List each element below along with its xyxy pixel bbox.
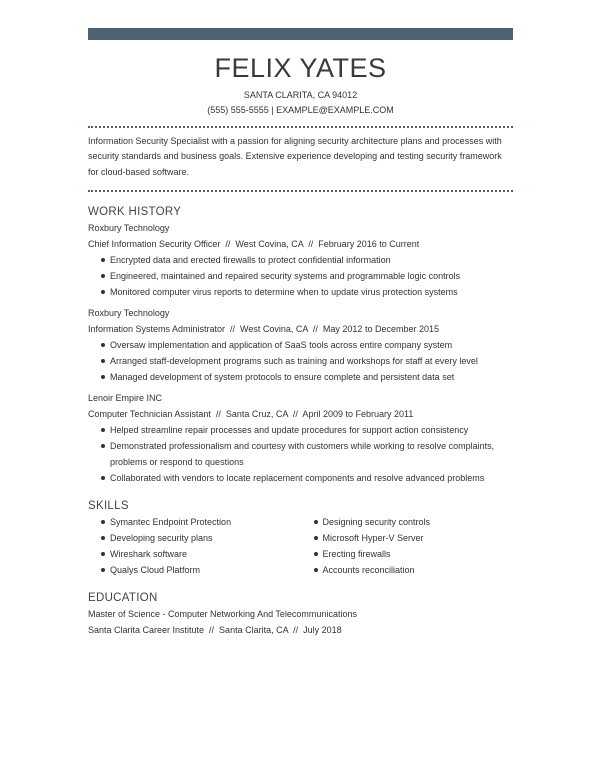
job-bullet: Demonstrated professionalism and courtesy with customers while working to resolve complaints, problems or respond to questions [88,438,513,470]
job-bullet: Arranged staff-development programs such as training and workshops for staff at every level [88,353,513,369]
skill-item: Developing security plans [88,530,301,546]
job-bullet: Encrypted data and erected firewalls to protect confidential information [88,252,513,268]
job-bullet: Managed development of system protocols to ensure complete and persistent data set [88,369,513,385]
education-degree: Master of Science - Computer Networking And Telecommunications [88,608,357,619]
job-company: Lenoir Empire INC [88,392,163,403]
education-school: Santa Clarita Career Institute // Santa Clarita, CA // July 2018 [88,624,342,635]
job-entry [88,305,513,385]
job-role: Information Systems Administrator // West Covina, CA // May 2012 to December 2015 [88,323,439,334]
job-bullet: Collaborated with vendors to locate replacement components and resolve advanced problems [88,470,513,486]
job-company: Roxbury Technology [88,307,170,318]
job-role: Chief Information Security Officer // West Covina, CA // February 2016 to Current [88,238,420,249]
section-heading-education: EDUCATION [88,591,158,604]
job-bullets [88,422,513,486]
skill-item: Erecting firewalls [301,546,514,562]
skill-item: Designing security controls [301,514,514,530]
job-bullets [88,337,513,385]
skill-item: Qualys Cloud Platform [88,562,301,578]
address: SANTA CLARITA, CA 94012 [243,90,358,100]
job-bullet: Oversaw implementation and application of SaaS tools across entire company system [88,337,513,353]
skills-left-column [88,514,301,578]
candidate-name: FELIX YATES [214,53,387,83]
skill-item: Symantec Endpoint Protection [88,514,301,530]
job-role: Computer Technician Assistant // Santa Cruz, CA // April 2009 to February 2011 [88,408,414,419]
header-bar [88,28,513,40]
divider [88,126,513,128]
skill-item: Wireshark software [88,546,301,562]
skill-item: Microsoft Hyper-V Server [301,530,514,546]
skill-item: Accounts reconciliation [301,562,514,578]
skills-list [88,514,513,578]
job-company: Roxbury Technology [88,222,170,233]
skills-right-column [301,514,514,578]
section-heading-skills: SKILLS [88,499,129,512]
divider [88,190,513,192]
job-bullet: Engineered, maintained and repaired security systems and programmable logic controls [88,268,513,284]
job-entry [88,390,513,486]
work-history [88,220,513,486]
section-heading-work: WORK HISTORY [88,205,182,218]
job-bullet: Monitored computer virus reports to determine when to update virus protection systems [88,284,513,300]
job-entry [88,220,513,300]
job-bullets [88,252,513,300]
contact-info: (555) 555-5555 | EXAMPLE@EXAMPLE.COM [207,105,394,115]
job-bullet: Helped streamline repair processes and update procedures for support action consistency [88,422,513,438]
summary: Information Security Specialist with a passion for aligning security architecture plans and processes with security standards and business goals. Extensive experience developing and testing security framework for cloud-based software. [88,136,502,177]
